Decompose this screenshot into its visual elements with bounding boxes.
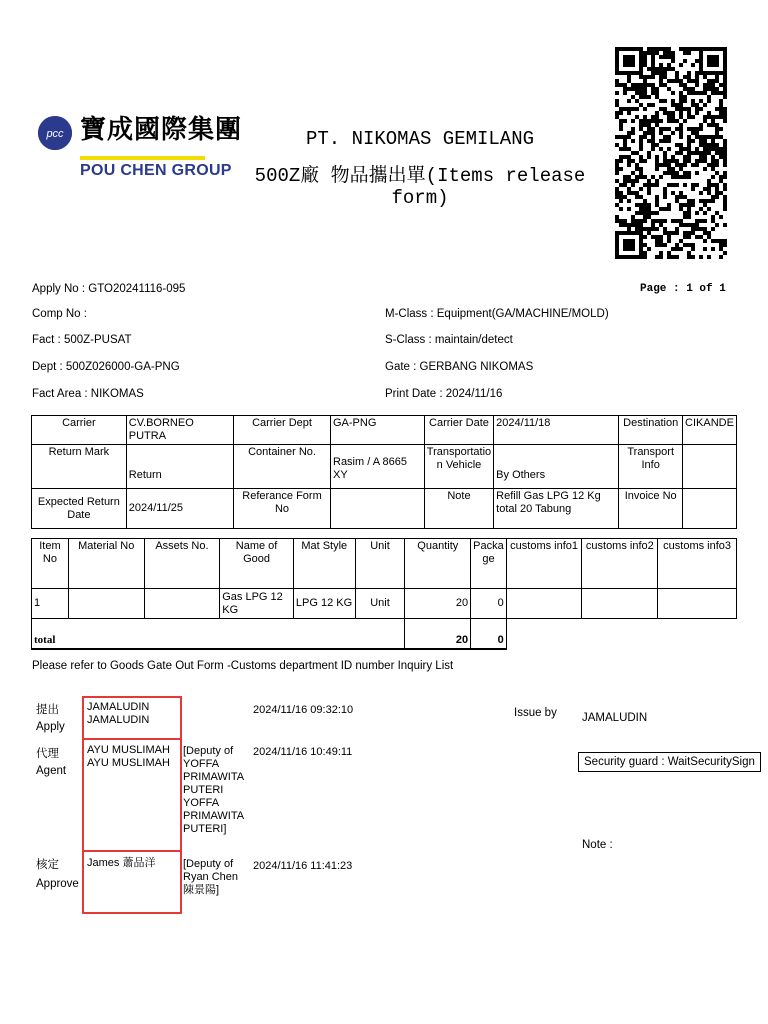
approve-time: 2024/11/16 11:41:23 (253, 860, 353, 872)
dept: Dept : 500Z026000-GA-PNG (32, 361, 180, 373)
col-material-no: Material No (68, 539, 144, 589)
apply-label-en: Apply (36, 721, 65, 733)
carrier-label: Carrier (32, 416, 127, 445)
approve-label-cn: 核定 (36, 859, 59, 871)
reference-form-value (331, 489, 425, 529)
carrier-table (31, 415, 737, 529)
carrier-value: CV.BORNEO PUTRA (126, 416, 233, 445)
cell-material-no (68, 589, 144, 619)
note-label: Note : (582, 839, 613, 851)
m-class: M-Class : Equipment(GA/MACHINE/MOLD) (385, 308, 609, 320)
carrier-row-3 (32, 489, 737, 529)
refer-note: Please refer to Goods Gate Out Form -Customs department ID number Inquiry List (32, 660, 454, 672)
transport-vehicle-label: Transportatio n Vehicle (424, 445, 493, 489)
destination-label: Destination (619, 416, 683, 445)
fact-area: Fact Area : NIKOMAS (32, 388, 144, 400)
agent-label-en: Agent (36, 765, 67, 777)
cell-customs-info3 (658, 589, 737, 619)
cell-item-no: 1 (32, 589, 69, 619)
expected-return-value: 2024/11/25 (126, 489, 233, 529)
company-title: PT. NIKOMAS GEMILANG (305, 128, 535, 150)
cell-mat-style: LPG 12 KG (293, 589, 355, 619)
approve-names: James 蕭品洋 (87, 857, 156, 869)
container-no-label: Container No. (234, 445, 331, 489)
security-guard-status: Security guard : WaitSecuritySign (578, 752, 761, 772)
items-header-row (32, 539, 737, 589)
fact: Fact : 500Z-PUSAT (32, 334, 132, 346)
issue-by-name: JAMALUDIN (582, 712, 648, 724)
col-mat-style: Mat Style (293, 539, 355, 589)
invoice-no-value (683, 489, 737, 529)
col-package: Packa ge (471, 539, 507, 589)
table-row (32, 589, 737, 619)
pou-chen-logo-icon (38, 116, 72, 150)
agent-deputy: [Deputy of YOFFA PRIMAWITA PUTERI YOFFA PRIMAWITA PUTERI] (183, 745, 244, 835)
logo-mark: pcc (46, 128, 64, 140)
approve-deputy: [Deputy of Ryan Chen 陳景陽] (183, 858, 239, 896)
issue-by-label: Issue by (514, 707, 557, 719)
apply-label-cn: 提出 (36, 704, 59, 716)
apply-signature-box (82, 696, 182, 740)
transport-info-label: Transport Info (619, 445, 683, 489)
cell-customs-info1 (506, 589, 582, 619)
carrier-row-2 (32, 445, 737, 489)
s-class: S-Class : maintain/detect (385, 334, 513, 346)
items-table (31, 538, 737, 650)
carrier-date-value: 2024/11/18 (494, 416, 619, 445)
col-quantity: Quantity (405, 539, 471, 589)
approve-signature-box (82, 850, 182, 914)
col-unit: Unit (355, 539, 405, 589)
col-assets-no: Assets No. (144, 539, 220, 589)
apply-time: 2024/11/16 09:32:10 (253, 704, 354, 716)
transport-vehicle-value: By Others (494, 445, 619, 489)
note-value: Refill Gas LPG 12 Kg total 20 Tabung (494, 489, 619, 529)
carrier-dept-value: GA-PNG (331, 416, 425, 445)
form-title: 500Z廠 物品攜出單(Items release form) (254, 165, 586, 209)
col-customs-info3: customs info3 (658, 539, 737, 589)
cell-unit: Unit (355, 589, 405, 619)
col-customs-info2: customs info2 (582, 539, 658, 589)
total-quantity: 20 (405, 619, 471, 649)
container-no-value: Rasim / A 8665 XY (331, 445, 425, 489)
agent-signature-box (82, 738, 182, 852)
cell-package: 0 (471, 589, 507, 619)
col-customs-info1: customs info1 (506, 539, 582, 589)
gate: Gate : GERBANG NIKOMAS (385, 361, 534, 373)
cell-quantity: 20 (405, 589, 471, 619)
agent-time: 2024/11/16 10:49:11 (253, 746, 353, 758)
cell-assets-no (144, 589, 220, 619)
carrier-date-label: Carrier Date (424, 416, 493, 445)
total-label: total (32, 619, 405, 649)
cell-name-of-good: Gas LPG 12 KG (220, 589, 294, 619)
approve-label-en: Approve (36, 878, 79, 890)
col-item-no: Item No (32, 539, 69, 589)
comp-no: Comp No : (32, 308, 87, 320)
apply-no: Apply No : GTO20241116-095 (32, 283, 186, 295)
agent-label-cn: 代理 (36, 748, 59, 760)
carrier-row-1 (32, 416, 737, 445)
return-mark-value: Return (126, 445, 233, 489)
carrier-dept-label: Carrier Dept (234, 416, 331, 445)
page-indicator: Page : 1 of 1 (640, 283, 726, 295)
reference-form-label: Referance Form No (234, 489, 331, 529)
apply-names: JAMALUDIN JAMALUDIN (87, 701, 150, 726)
logo-chinese-name: 寶成國際集團 (80, 115, 243, 145)
total-blank (506, 619, 736, 649)
note-label-cell: Note (424, 489, 493, 529)
total-package: 0 (471, 619, 507, 649)
cell-customs-info2 (582, 589, 658, 619)
qr-code-icon (614, 46, 728, 260)
total-row (32, 619, 737, 649)
expected-return-label: Expected Return Date (32, 489, 127, 529)
destination-value: CIKANDE (683, 416, 737, 445)
logo-underline (80, 156, 205, 160)
return-mark-label: Return Mark (32, 445, 127, 489)
print-date: Print Date : 2024/11/16 (385, 388, 503, 400)
agent-names: AYU MUSLIMAH AYU MUSLIMAH (87, 744, 170, 769)
invoice-no-label: Invoice No (619, 489, 683, 529)
logo-english-name: POU CHEN GROUP (80, 162, 232, 179)
col-name-of-good: Name of Good (220, 539, 294, 589)
transport-info-value (683, 445, 737, 489)
